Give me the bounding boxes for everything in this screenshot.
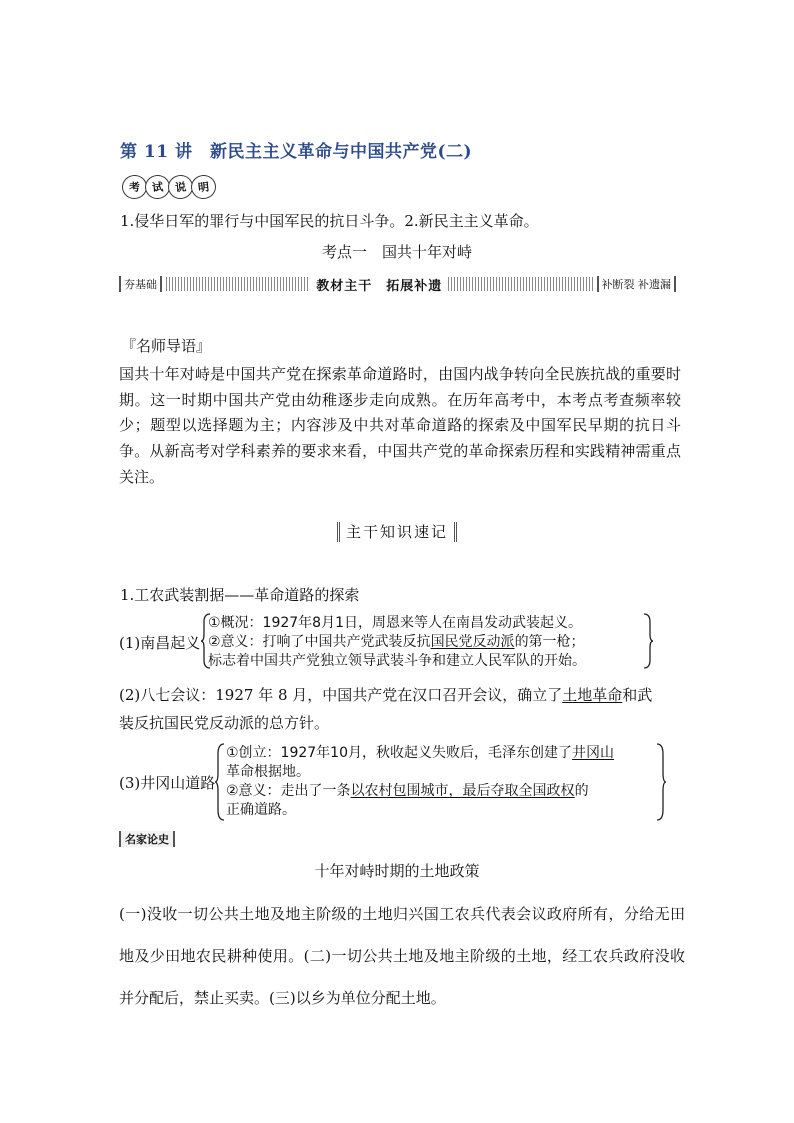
- kaodian-title: 考点一 国共十年对峙: [321, 243, 472, 261]
- right-brace-icon: [655, 742, 667, 822]
- left-brace-icon: [214, 742, 226, 822]
- section-banner: [119, 274, 676, 294]
- nanchang-line-1: ①概况：1927年8月1日，周恩来等人在南昌发动武装起义。: [208, 615, 582, 631]
- text-run: ②意义：走出了一条: [226, 783, 351, 799]
- baqi-line-2: 装反抗国民党反动派的总方针。: [119, 714, 330, 732]
- badge-char: 试: [144, 174, 171, 200]
- exam-description: 1.侵华日军的罪行与中国军民的抗日斗争。2.新民主主义革命。: [120, 212, 539, 230]
- banner-center-label: 教材主干 拓展补遗: [310, 275, 448, 294]
- jinggang-line-4: 正确道路。: [226, 802, 296, 818]
- lesson-title: 第 11 讲 新民主主义革命与中国共产党(二): [120, 142, 473, 162]
- banner-center: [166, 277, 593, 294]
- nanchang-line-2: [208, 631, 585, 651]
- jinggang-label: (3)井冈山道路: [119, 774, 216, 792]
- text-run: 和武: [622, 686, 653, 704]
- underlined-text: 以农村包围城市，最后夺取全国政权: [350, 783, 575, 799]
- text-run: ①创立：1927年10月，秋收起义失败后，毛泽东创建了: [226, 745, 572, 761]
- guide-paragraph: 国共十年对峙是中国共产党在探索革命道路时，由国内战争转向全民族抗战的重要时期。这一时期中国共产党由幼稚逐步走向成熟。在历年高考中，本考点考查频率较少；题型以选择题为主；内容涉及中共对革命道路的探索及中国军民早期的抗日斗争。从新高考对学科素养的要求来看，中国共产党的革命探索历程和实践精神需重点关注。: [119, 365, 681, 486]
- part1-heading: 1.工农武装割据——革命道路的探索: [120, 586, 360, 604]
- section-title: 主干知识速记: [337, 522, 457, 542]
- baqi-line-1: [119, 684, 652, 705]
- jinggang-line-3: [226, 780, 589, 800]
- guide-heading: 『名师导语』: [121, 337, 212, 355]
- jinggang-line-1: [226, 742, 614, 762]
- text-run: 的: [574, 783, 589, 799]
- nanchang-line-3: 标志着中国共产党独立领导武装斗争和建立人民军队的开始。: [208, 653, 586, 669]
- expert-commentary-tag: 名家论史: [119, 831, 175, 847]
- section-title-box: [0, 521, 794, 542]
- text-run: (2)八七会议：1927 年 8 月，中国共产党在汉口召开会议，确立了: [119, 686, 563, 704]
- banner-right-label: 补断裂 补遗漏: [597, 276, 677, 292]
- badge-char: 考: [121, 174, 148, 200]
- badge-char: 说: [167, 174, 194, 200]
- underlined-text: 国民党反动派: [430, 634, 515, 650]
- nanchang-label: (1)南昌起义: [119, 634, 201, 652]
- text-run: ②意义：打响了中国共产党武装反抗: [208, 634, 431, 650]
- right-brace-icon: [642, 612, 654, 670]
- underlined-text: 井冈山: [572, 745, 614, 761]
- underlined-text: 土地革命: [562, 686, 623, 704]
- badge-char: 明: [190, 174, 217, 200]
- banner-left-label: 夯基础: [119, 276, 162, 292]
- exam-notes-badge: [122, 175, 214, 199]
- jinggang-line-2: 革命根据地。: [226, 764, 310, 780]
- policy-title: 十年对峙时期的土地政策: [314, 862, 480, 880]
- policy-paragraph: (一)没收一切公共土地及地主阶级的土地归兴国工农兵代表会议政府所有，分给无田地及少田地农民耕种使用。(二)一切公共土地及地主阶级的土地，经工农兵政府没收并分配后，禁止买卖。(三)以乡为单位分配土地。: [119, 905, 685, 1007]
- text-run: 的第一枪；: [514, 634, 585, 650]
